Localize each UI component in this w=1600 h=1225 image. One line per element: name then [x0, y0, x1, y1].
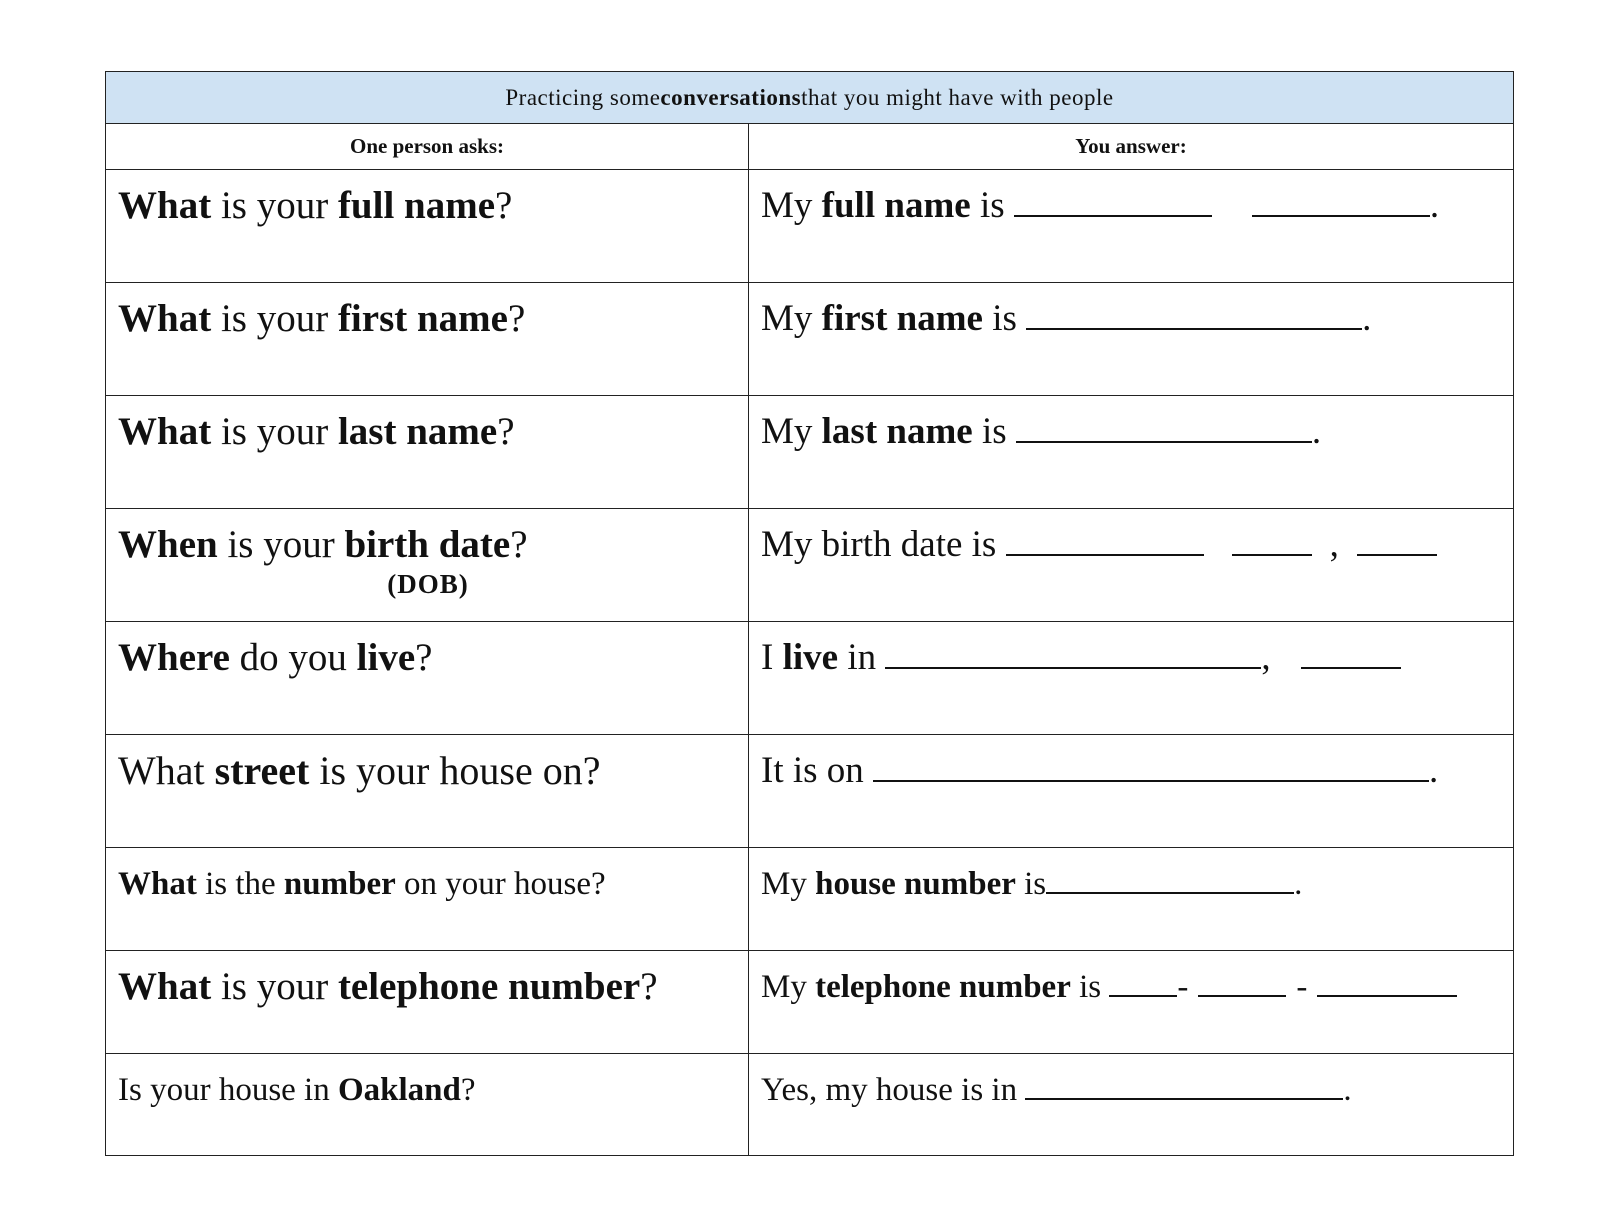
- answer-blank[interactable]: [1198, 965, 1286, 997]
- table-row: [106, 396, 1513, 509]
- question-cell: [106, 951, 749, 1053]
- answer-blank[interactable]: [1016, 411, 1312, 443]
- a-end: .: [1429, 185, 1440, 226]
- q-word: ?: [495, 184, 513, 227]
- q-word: last name: [337, 410, 498, 453]
- a-word: My birth date is: [761, 524, 1006, 565]
- a-word: Yes, my house is in: [761, 1072, 1026, 1108]
- q-word: live: [356, 636, 416, 679]
- title-post: that you might have with people: [801, 84, 1114, 110]
- answer-blank[interactable]: [885, 637, 1261, 669]
- a-word: My: [761, 866, 816, 902]
- answer-cell: [749, 509, 1513, 621]
- answer-blank[interactable]: [1046, 862, 1294, 894]
- header-ask: One person asks:: [106, 124, 749, 169]
- table-row: [106, 509, 1513, 622]
- q-word: ?: [510, 523, 528, 566]
- q-word: is your: [217, 523, 345, 566]
- dob-note: (DOB): [387, 569, 469, 599]
- answer-blank[interactable]: [1026, 298, 1362, 330]
- a-end: .: [1294, 866, 1303, 902]
- question-cell: [106, 848, 749, 950]
- answer-cell: [749, 396, 1513, 508]
- q-word: What: [118, 184, 212, 227]
- a-word: is: [982, 298, 1027, 339]
- a-end: .: [1311, 411, 1322, 452]
- q-word: is your: [211, 965, 338, 1008]
- table-row: [106, 848, 1513, 951]
- q-word: first name: [337, 297, 508, 340]
- q-word: What: [118, 965, 212, 1008]
- a-word: My: [761, 411, 822, 452]
- q-word: full name: [337, 184, 496, 227]
- answer-cell: [749, 170, 1513, 282]
- table-row: [106, 951, 1513, 1054]
- a-word: I: [761, 637, 783, 678]
- a-word: first name: [821, 298, 983, 339]
- a-sep: ,: [1261, 637, 1271, 678]
- q-word: ?: [640, 965, 658, 1008]
- a-word: in: [838, 637, 886, 678]
- answer-blank[interactable]: [1301, 637, 1401, 669]
- table-row: [106, 735, 1513, 848]
- title-pre: Practicing some: [505, 84, 661, 110]
- q-word: ?: [497, 410, 515, 453]
- q-word: What: [118, 297, 212, 340]
- q-word: What: [118, 866, 197, 902]
- a-sep: -: [1177, 969, 1189, 1005]
- a-end: .: [1362, 298, 1372, 339]
- q-word: is the: [196, 866, 284, 902]
- q-word: ?: [507, 297, 526, 340]
- question-cell: [106, 622, 749, 734]
- a-word: is: [972, 411, 1016, 452]
- q-word: birth date: [344, 523, 511, 566]
- a-word: is: [1070, 969, 1110, 1005]
- a-word: My: [761, 298, 822, 339]
- title-bold: conversations: [660, 84, 802, 110]
- answer-blank[interactable]: [1232, 524, 1312, 556]
- q-word: street: [214, 748, 310, 793]
- q-word: number: [283, 866, 396, 902]
- answer-cell: [749, 848, 1513, 950]
- answer-blank[interactable]: [873, 750, 1429, 782]
- question-cell: [106, 283, 749, 395]
- a-word: last name: [821, 411, 973, 452]
- answer-blank[interactable]: [1014, 185, 1212, 217]
- table-row: [106, 283, 1513, 396]
- q-word: telephone number: [337, 965, 641, 1008]
- header-answer: You answer:: [1075, 134, 1187, 158]
- answer-blank[interactable]: [1025, 1068, 1343, 1100]
- a-word: My: [761, 969, 816, 1005]
- answer-cell: [749, 735, 1513, 847]
- q-word: What: [118, 410, 212, 453]
- answer-blank[interactable]: [1006, 524, 1204, 556]
- a-sep: ,: [1329, 524, 1339, 565]
- a-sep: -: [1296, 969, 1308, 1005]
- answer-cell: [749, 283, 1513, 395]
- a-end: .: [1343, 1072, 1352, 1108]
- a-word: full name: [821, 185, 971, 226]
- q-word: Oakland: [337, 1072, 461, 1108]
- table-row: [106, 170, 1513, 283]
- answer-blank[interactable]: [1252, 185, 1430, 217]
- q-word: What: [118, 748, 215, 793]
- q-word: do you: [229, 636, 357, 679]
- q-word: is your: [211, 184, 338, 227]
- answer-cell: [749, 951, 1513, 1053]
- table-row: [106, 1054, 1513, 1155]
- answer-cell: [749, 622, 1513, 734]
- q-word: is your house on?: [309, 748, 601, 793]
- answer-cell: [749, 1054, 1513, 1155]
- question-cell: [106, 735, 749, 847]
- q-word: Is your house in: [118, 1072, 338, 1108]
- question-cell: [106, 509, 749, 621]
- question-cell: [106, 396, 749, 508]
- table-title: [106, 72, 1513, 124]
- answer-blank[interactable]: [1317, 965, 1457, 997]
- q-word: ?: [415, 636, 433, 679]
- q-word: Where: [118, 636, 230, 679]
- q-word: is your: [211, 297, 338, 340]
- a-end: .: [1429, 750, 1439, 791]
- a-word: live: [782, 637, 839, 678]
- answer-blank[interactable]: [1357, 524, 1437, 556]
- q-word: is your: [211, 410, 338, 453]
- a-word: is: [970, 185, 1014, 226]
- q-word: When: [118, 523, 218, 566]
- table-row: [106, 622, 1513, 735]
- question-cell: [106, 170, 749, 282]
- a-word: telephone number: [815, 969, 1071, 1005]
- a-word: It is on: [761, 750, 874, 791]
- a-word: is: [1015, 866, 1047, 902]
- worksheet-table: [105, 71, 1514, 1156]
- question-cell: [106, 1054, 749, 1155]
- header-row: [106, 124, 1513, 170]
- q-word: on your house?: [395, 866, 606, 902]
- answer-blank[interactable]: [1109, 965, 1177, 997]
- a-word: My: [761, 185, 822, 226]
- q-word: ?: [460, 1072, 476, 1108]
- a-word: house number: [815, 866, 1016, 902]
